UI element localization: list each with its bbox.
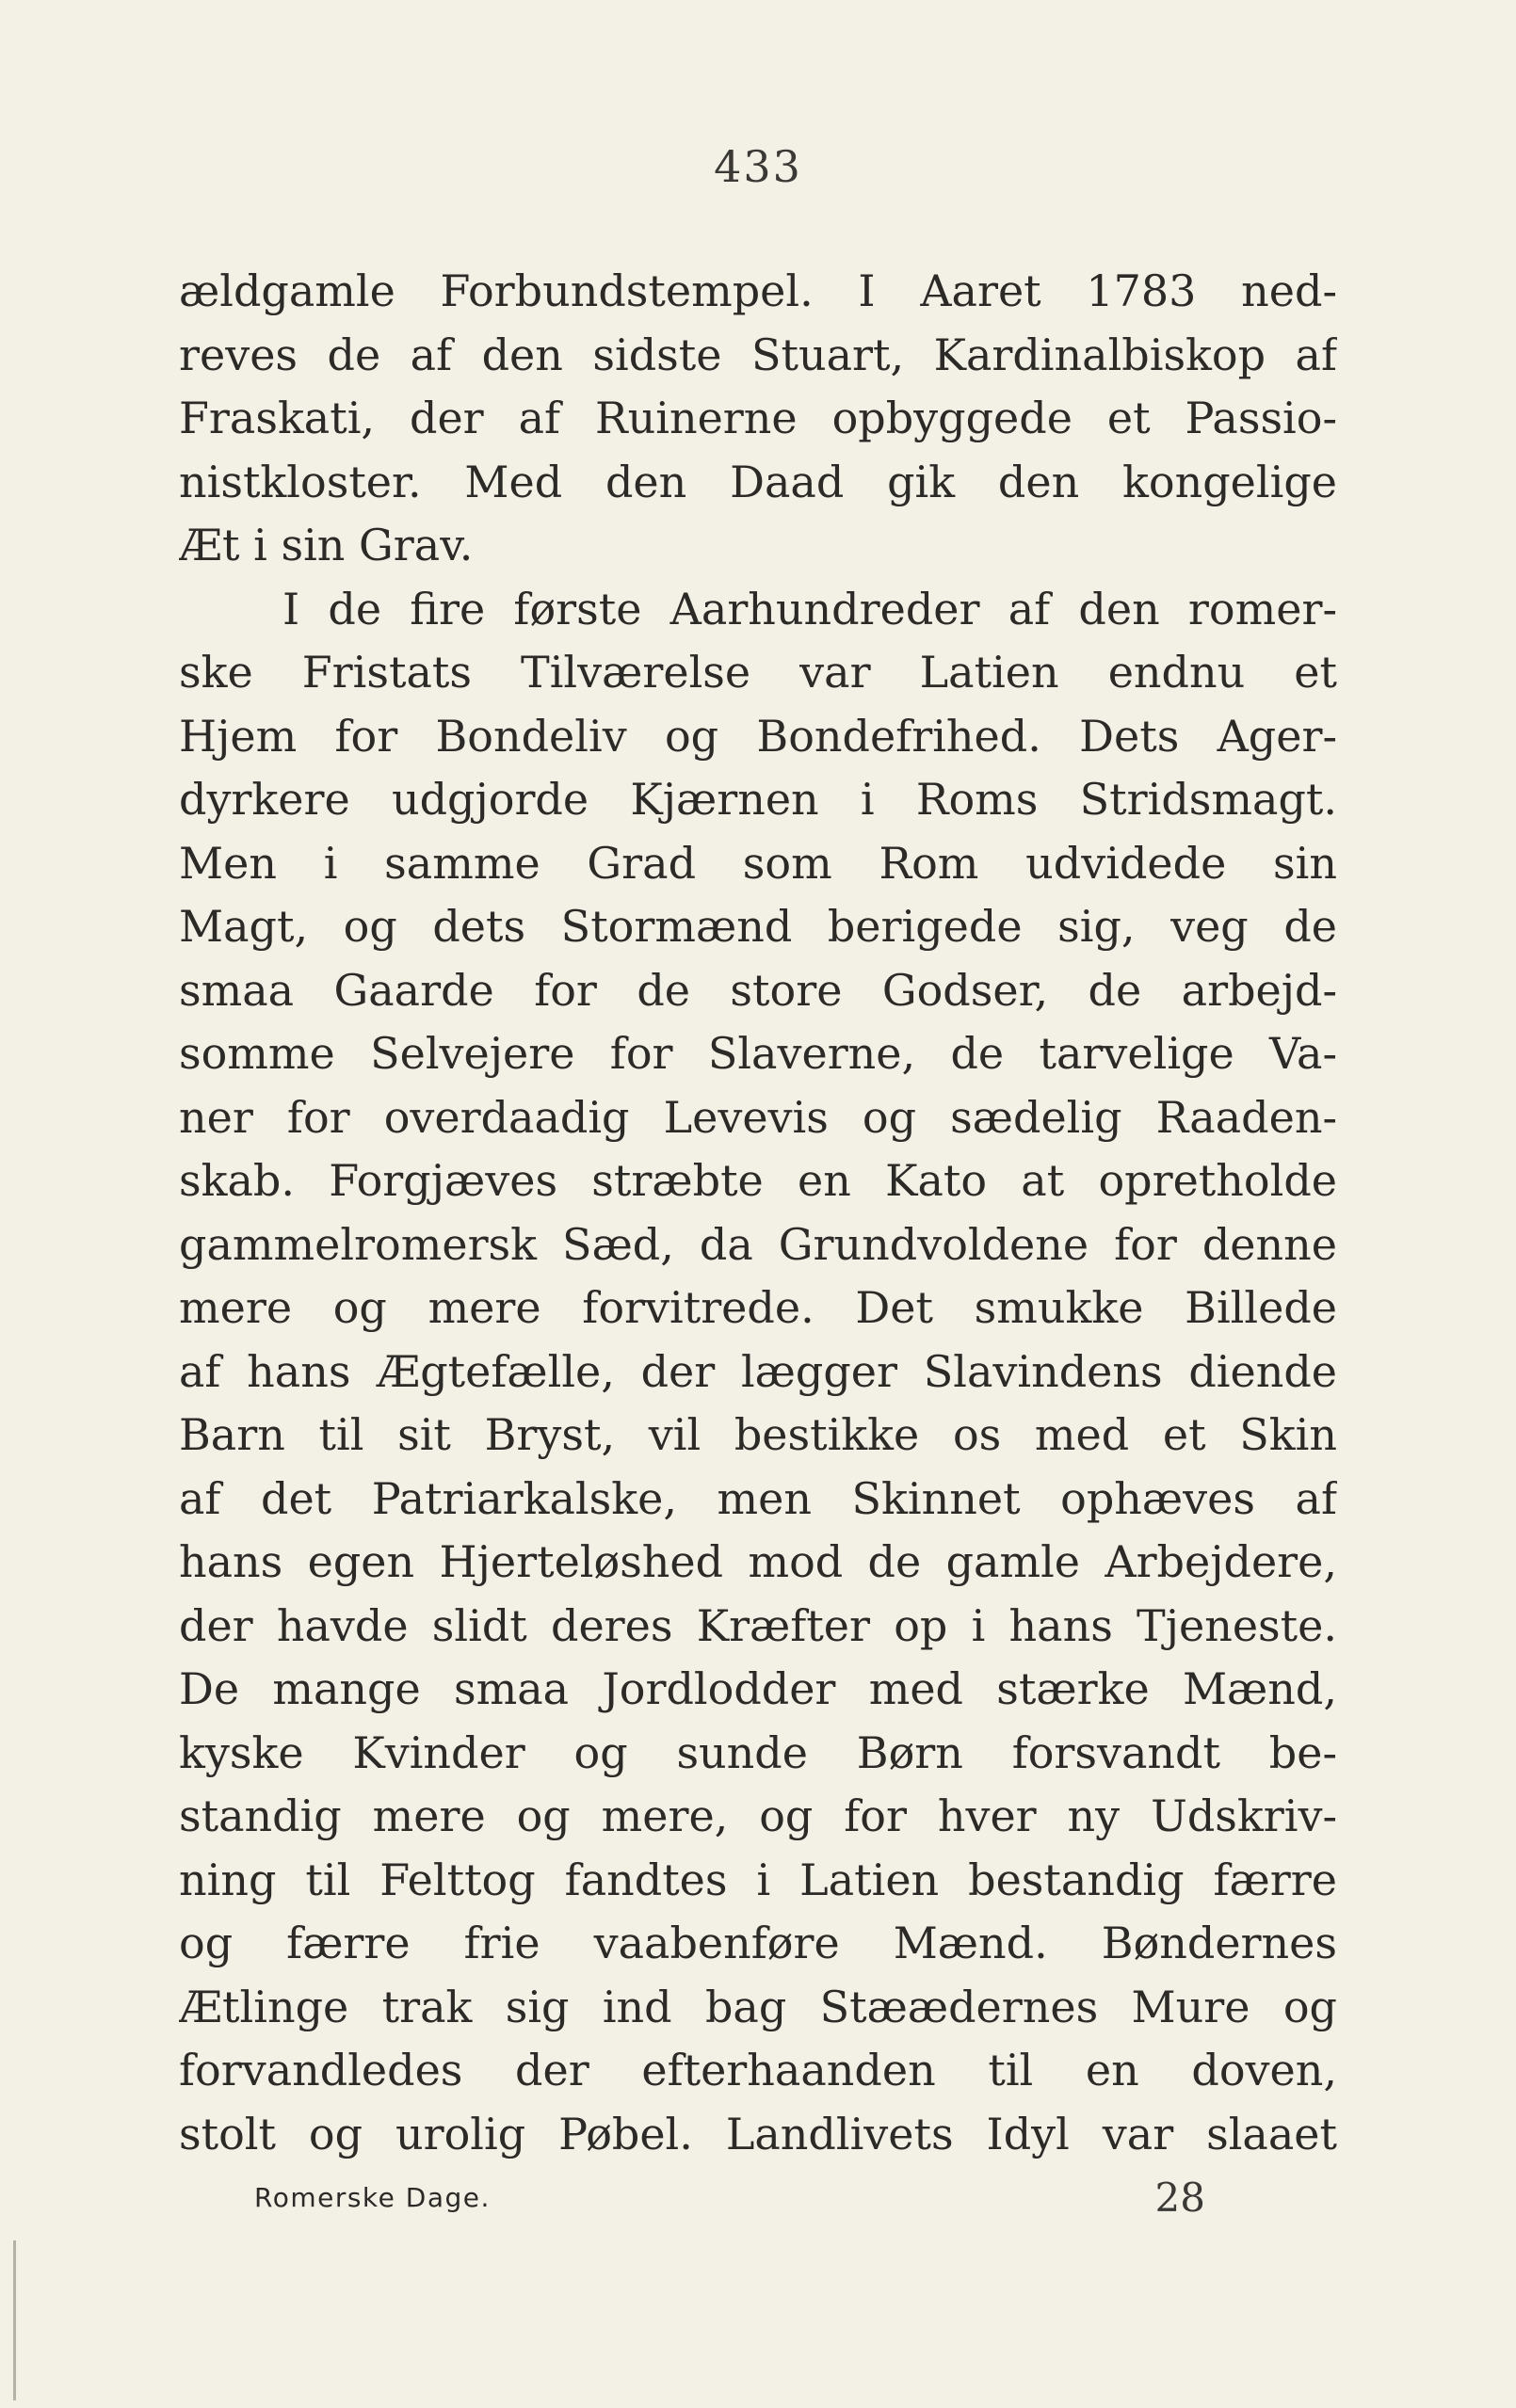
- text-line: standig mere og mere, og for hver ny Udskriv-: [179, 1790, 1337, 1841]
- text-line: smaa Gaarde for de store Godser, de arbejd-: [179, 964, 1337, 1016]
- text-line: ning til Felttog fandtes i Latien bestandig færre: [179, 1854, 1337, 1905]
- text-line: forvandledes der efterhaanden til en doven,: [179, 2045, 1337, 2095]
- text-line: Hjem for Bondeliv og Bondefrihed. Dets Ager-: [179, 710, 1337, 762]
- text-line: Barn til sit Bryst, vil bestikke os med et Skin: [179, 1409, 1337, 1460]
- page-footer: [254, 2175, 1205, 2231]
- text-line: der havde slidt deres Kræfter op i hans Tjeneste.: [179, 1599, 1337, 1651]
- text-line: af hans Ægtefælle, der lægger Slavindens diende: [179, 1345, 1337, 1397]
- body-text: [179, 260, 1337, 2166]
- text-line: ske Fristats Tilværelse var Latien endnu et: [179, 647, 1337, 698]
- text-line: kyske Kvinder og sunde Børn forsvandt be-: [179, 1726, 1337, 1778]
- text-line: stolt og urolig Pøbel. Landlivets Idyl var slaaet: [179, 2108, 1337, 2159]
- text-line: ner for overdaadig Levevis og sædelig Raaden-: [179, 1091, 1337, 1143]
- text-line: Fraskati, der af Ruinerne opbyggede et Passio-: [179, 393, 1337, 443]
- text-line: skab. Forgjæves stræbte en Kato at opretholde: [179, 1155, 1337, 1206]
- signature-mark: Romerske Dage.: [254, 2182, 491, 2213]
- sheet-number: 28: [1154, 2175, 1205, 2221]
- text-line: De mange smaa Jordlodder med stærke Mænd,: [179, 1663, 1337, 1714]
- text-line: Magt, og dets Stormænd berigede sig, veg de: [179, 901, 1337, 952]
- page-edge-shadow: [13, 2240, 16, 2400]
- text-line: Men i samme Grad som Rom udvidede sin: [179, 837, 1337, 889]
- text-line: somme Selvejere for Slaverne, de tarvelige Va-: [179, 1028, 1337, 1079]
- text-line: gammelromersk Sæd, da Grundvoldene for denne: [179, 1218, 1337, 1270]
- text-line: Æt i sin Grav.: [179, 520, 474, 570]
- text-line: Ætlinge trak sig ind bag Stæædernes Mure og: [179, 1981, 1337, 2032]
- text-line: mere og mere forvitrede. Det smukke Billede: [179, 1282, 1337, 1333]
- text-line: af det Patriarkalske, men Skinnet ophæves af: [179, 1472, 1337, 1524]
- text-line: og færre frie vaabenføre Mænd. Bøndernes: [179, 1918, 1337, 1968]
- text-line: nistkloster. Med den Daad gik den kongelige: [179, 456, 1337, 507]
- text-line: hans egen Hjerteløshed mod de gamle Arbejdere,: [179, 1536, 1337, 1587]
- text-line: I de fire første Aarhundreder af den romer-: [282, 583, 1337, 634]
- text-line: ældgamle Forbundstempel. I Aaret 1783 ned-: [179, 265, 1337, 316]
- text-line: reves de af den sidste Stuart, Kardinalbiskop af: [179, 329, 1337, 380]
- text-line: dyrkere udgjorde Kjærnen i Roms Stridsmagt.: [179, 774, 1337, 825]
- page-number: 433: [714, 141, 802, 192]
